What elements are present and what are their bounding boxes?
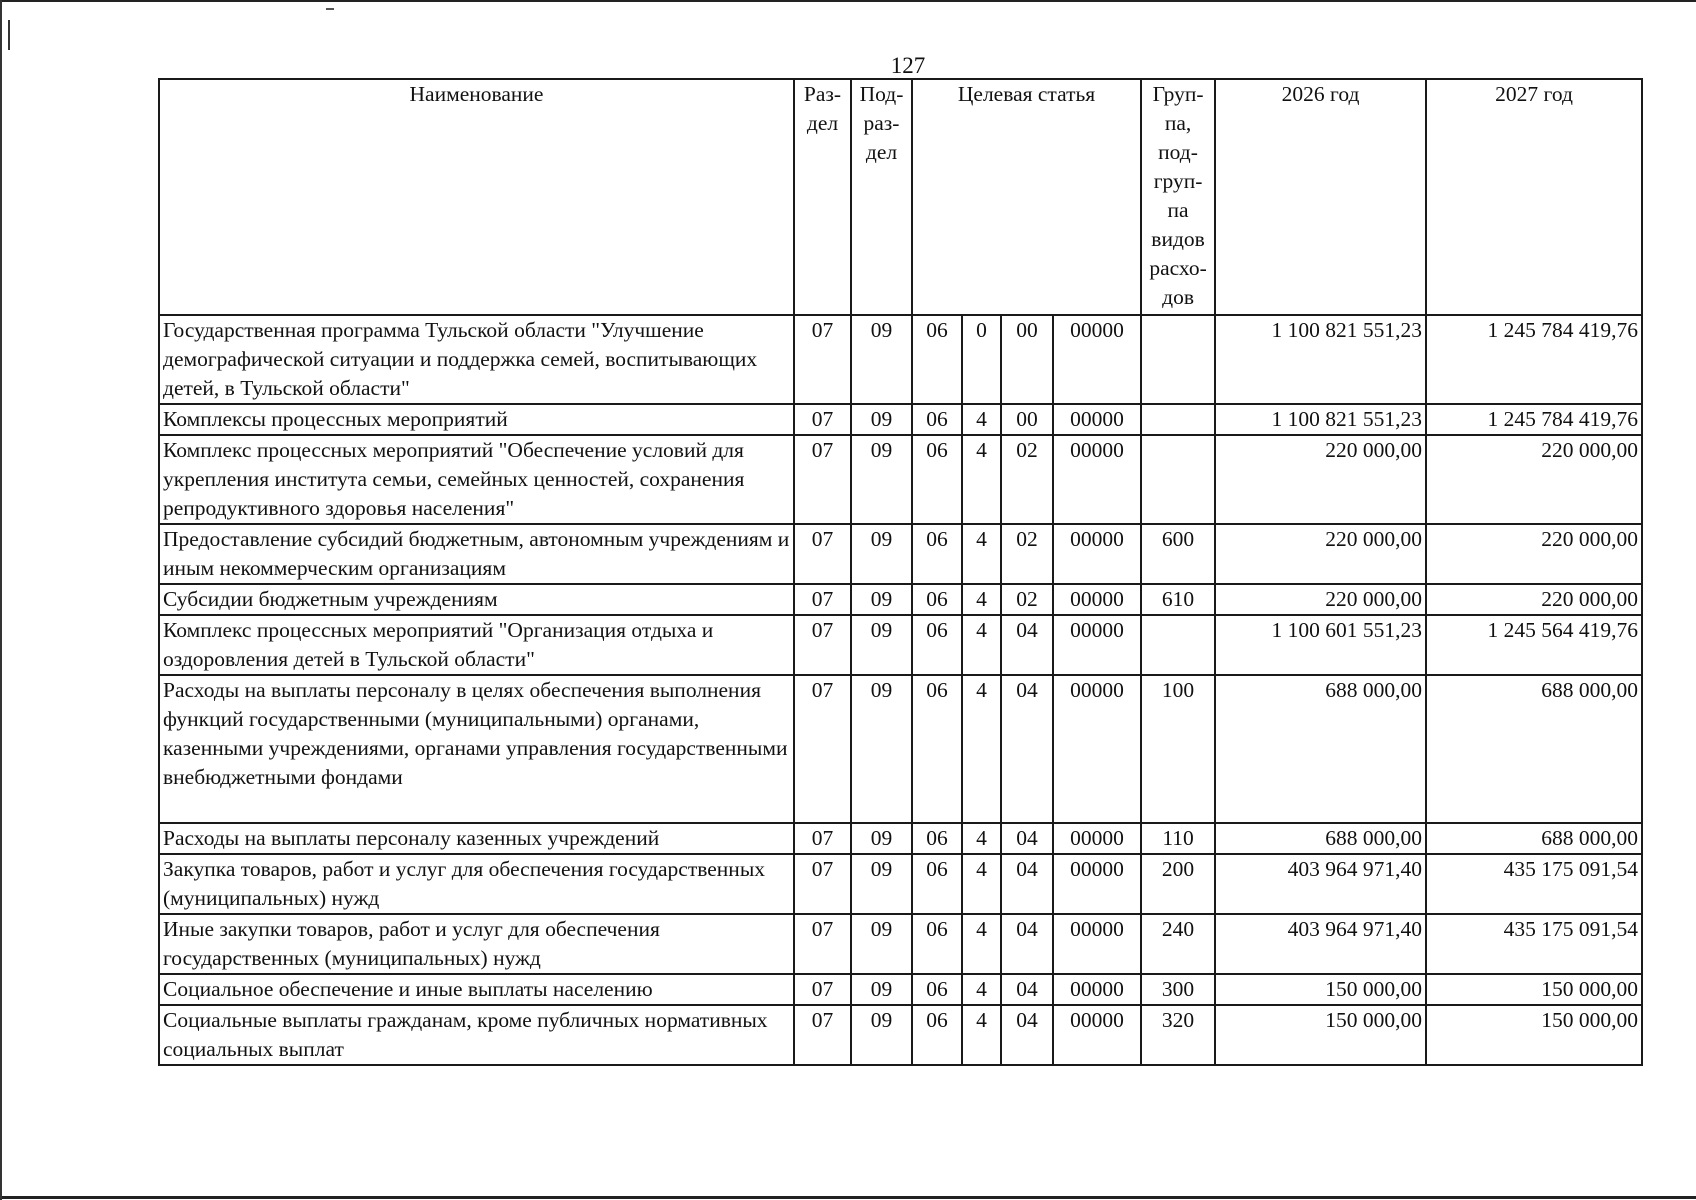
row-target-3: 04 bbox=[1001, 854, 1053, 914]
row-name: Комплекс процессных мероприятий "Обеспечение условий для укрепления института семьи, семейных ценностей, сохранения репродуктивного здоровья населения" bbox=[159, 435, 794, 524]
row-amount-2027: 150 000,00 bbox=[1426, 974, 1642, 1005]
row-target-4: 00000 bbox=[1053, 823, 1141, 854]
row-target-3: 02 bbox=[1001, 435, 1053, 524]
row-podrazdel: 09 bbox=[851, 823, 912, 854]
row-name: Предоставление субсидий бюджетным, автономным учреждениям и иным некоммерческим организациям bbox=[159, 524, 794, 584]
row-razdel: 07 bbox=[794, 315, 851, 404]
row-target-3: 00 bbox=[1001, 315, 1053, 404]
row-podrazdel: 09 bbox=[851, 1005, 912, 1065]
row-expense-group bbox=[1141, 435, 1215, 524]
row-target-1: 06 bbox=[912, 435, 962, 524]
row-amount-2027: 1 245 784 419,76 bbox=[1426, 404, 1642, 435]
row-amount-2026: 150 000,00 bbox=[1215, 974, 1426, 1005]
table-row bbox=[159, 914, 1642, 974]
row-target-4: 00000 bbox=[1053, 584, 1141, 615]
row-target-2: 4 bbox=[962, 615, 1001, 675]
row-name: Расходы на выплаты персоналу в целях обеспечения выполнения функций государственными (муниципальными) органами, казенными учреждениями, органами управления государственными внебюджетными фондами bbox=[159, 675, 794, 823]
row-podrazdel: 09 bbox=[851, 854, 912, 914]
row-target-3: 04 bbox=[1001, 914, 1053, 974]
row-amount-2027: 435 175 091,54 bbox=[1426, 854, 1642, 914]
row-target-3: 04 bbox=[1001, 1005, 1053, 1065]
row-amount-2027: 220 000,00 bbox=[1426, 435, 1642, 524]
row-expense-group bbox=[1141, 615, 1215, 675]
header-year-2026: 2026 год bbox=[1215, 79, 1426, 315]
row-expense-group: 100 bbox=[1141, 675, 1215, 823]
row-amount-2026: 1 100 821 551,23 bbox=[1215, 404, 1426, 435]
row-name: Государственная программа Тульской области "Улучшение демографической ситуации и поддержка семей, воспитывающих детей, в Тульской области" bbox=[159, 315, 794, 404]
row-amount-2026: 688 000,00 bbox=[1215, 823, 1426, 854]
row-razdel: 07 bbox=[794, 854, 851, 914]
row-expense-group: 240 bbox=[1141, 914, 1215, 974]
row-podrazdel: 09 bbox=[851, 315, 912, 404]
row-amount-2026: 403 964 971,40 bbox=[1215, 854, 1426, 914]
row-target-2: 4 bbox=[962, 524, 1001, 584]
row-expense-group bbox=[1141, 404, 1215, 435]
row-target-3: 04 bbox=[1001, 615, 1053, 675]
row-name: Комплекс процессных мероприятий "Организация отдыха и оздоровления детей в Тульской области" bbox=[159, 615, 794, 675]
row-podrazdel: 09 bbox=[851, 615, 912, 675]
table-row bbox=[159, 974, 1642, 1005]
table-row bbox=[159, 615, 1642, 675]
row-target-3: 02 bbox=[1001, 584, 1053, 615]
row-name: Субсидии бюджетным учреждениям bbox=[159, 584, 794, 615]
row-expense-group: 300 bbox=[1141, 974, 1215, 1005]
header-year-2027: 2027 год bbox=[1426, 79, 1642, 315]
table-header-row bbox=[159, 79, 1642, 315]
page-number: 127 bbox=[890, 53, 926, 78]
row-target-2: 4 bbox=[962, 914, 1001, 974]
header-razdel: Раз-дел bbox=[794, 79, 851, 315]
row-target-3: 02 bbox=[1001, 524, 1053, 584]
row-razdel: 07 bbox=[794, 1005, 851, 1065]
row-amount-2026: 150 000,00 bbox=[1215, 1005, 1426, 1065]
row-target-1: 06 bbox=[912, 315, 962, 404]
row-target-2: 4 bbox=[962, 823, 1001, 854]
row-expense-group bbox=[1141, 315, 1215, 404]
row-expense-group: 610 bbox=[1141, 584, 1215, 615]
row-amount-2026: 220 000,00 bbox=[1215, 524, 1426, 584]
row-target-1: 06 bbox=[912, 914, 962, 974]
row-razdel: 07 bbox=[794, 584, 851, 615]
scan-edge-bottom bbox=[0, 1196, 1696, 1199]
row-podrazdel: 09 bbox=[851, 914, 912, 974]
row-podrazdel: 09 bbox=[851, 404, 912, 435]
row-amount-2026: 1 100 821 551,23 bbox=[1215, 315, 1426, 404]
scan-edge-left bbox=[0, 0, 2, 1200]
row-target-2: 4 bbox=[962, 584, 1001, 615]
row-amount-2026: 403 964 971,40 bbox=[1215, 914, 1426, 974]
row-target-1: 06 bbox=[912, 524, 962, 584]
row-amount-2027: 220 000,00 bbox=[1426, 524, 1642, 584]
row-razdel: 07 bbox=[794, 435, 851, 524]
row-target-4: 00000 bbox=[1053, 974, 1141, 1005]
table-row bbox=[159, 435, 1642, 524]
table-row bbox=[159, 854, 1642, 914]
row-target-4: 00000 bbox=[1053, 914, 1141, 974]
row-razdel: 07 bbox=[794, 974, 851, 1005]
scan-mark bbox=[326, 8, 334, 10]
row-target-3: 04 bbox=[1001, 675, 1053, 823]
row-podrazdel: 09 bbox=[851, 675, 912, 823]
row-target-1: 06 bbox=[912, 1005, 962, 1065]
row-target-1: 06 bbox=[912, 615, 962, 675]
header-target-article: Целевая статья bbox=[912, 79, 1141, 315]
row-target-2: 4 bbox=[962, 974, 1001, 1005]
row-target-3: 04 bbox=[1001, 823, 1053, 854]
scan-edge-top bbox=[0, 0, 1696, 2]
row-razdel: 07 bbox=[794, 615, 851, 675]
row-amount-2026: 688 000,00 bbox=[1215, 675, 1426, 823]
row-target-4: 00000 bbox=[1053, 854, 1141, 914]
row-target-4: 00000 bbox=[1053, 524, 1141, 584]
row-target-1: 06 bbox=[912, 584, 962, 615]
row-target-2: 4 bbox=[962, 675, 1001, 823]
row-razdel: 07 bbox=[794, 404, 851, 435]
row-amount-2026: 220 000,00 bbox=[1215, 435, 1426, 524]
row-amount-2027: 435 175 091,54 bbox=[1426, 914, 1642, 974]
table-row bbox=[159, 1005, 1642, 1065]
row-razdel: 07 bbox=[794, 823, 851, 854]
row-target-1: 06 bbox=[912, 675, 962, 823]
row-name: Социальные выплаты гражданам, кроме публичных нормативных социальных выплат bbox=[159, 1005, 794, 1065]
budget-table bbox=[158, 78, 1643, 1066]
row-target-3: 04 bbox=[1001, 974, 1053, 1005]
row-target-2: 4 bbox=[962, 854, 1001, 914]
row-target-4: 00000 bbox=[1053, 1005, 1141, 1065]
row-podrazdel: 09 bbox=[851, 974, 912, 1005]
table-row bbox=[159, 315, 1642, 404]
row-podrazdel: 09 bbox=[851, 584, 912, 615]
row-razdel: 07 bbox=[794, 675, 851, 823]
row-expense-group: 320 bbox=[1141, 1005, 1215, 1065]
row-amount-2027: 1 245 784 419,76 bbox=[1426, 315, 1642, 404]
row-target-4: 00000 bbox=[1053, 615, 1141, 675]
row-razdel: 07 bbox=[794, 914, 851, 974]
row-target-2: 4 bbox=[962, 404, 1001, 435]
row-podrazdel: 09 bbox=[851, 435, 912, 524]
row-target-4: 00000 bbox=[1053, 404, 1141, 435]
header-name: Наименование bbox=[159, 79, 794, 315]
row-name: Закупка товаров, работ и услуг для обеспечения государственных (муниципальных) нужд bbox=[159, 854, 794, 914]
row-amount-2026: 220 000,00 bbox=[1215, 584, 1426, 615]
row-amount-2027: 688 000,00 bbox=[1426, 823, 1642, 854]
row-target-1: 06 bbox=[912, 974, 962, 1005]
row-target-4: 00000 bbox=[1053, 675, 1141, 823]
table-row bbox=[159, 404, 1642, 435]
header-podrazdel: Под-раз-дел bbox=[851, 79, 912, 315]
row-name: Расходы на выплаты персоналу казенных учреждений bbox=[159, 823, 794, 854]
row-name: Комплексы процессных мероприятий bbox=[159, 404, 794, 435]
table-row bbox=[159, 823, 1642, 854]
row-target-1: 06 bbox=[912, 823, 962, 854]
row-amount-2027: 688 000,00 bbox=[1426, 675, 1642, 823]
row-target-2: 0 bbox=[962, 315, 1001, 404]
row-amount-2027: 150 000,00 bbox=[1426, 1005, 1642, 1065]
header-expense-group: Груп-па, под-груп-па видов расхо-дов bbox=[1141, 79, 1215, 315]
row-name: Иные закупки товаров, работ и услуг для обеспечения государственных (муниципальных) нужд bbox=[159, 914, 794, 974]
row-amount-2027: 1 245 564 419,76 bbox=[1426, 615, 1642, 675]
row-amount-2027: 220 000,00 bbox=[1426, 584, 1642, 615]
row-target-4: 00000 bbox=[1053, 435, 1141, 524]
row-target-2: 4 bbox=[962, 435, 1001, 524]
row-target-2: 4 bbox=[962, 1005, 1001, 1065]
row-amount-2026: 1 100 601 551,23 bbox=[1215, 615, 1426, 675]
row-expense-group: 200 bbox=[1141, 854, 1215, 914]
row-target-4: 00000 bbox=[1053, 315, 1141, 404]
row-expense-group: 110 bbox=[1141, 823, 1215, 854]
row-expense-group: 600 bbox=[1141, 524, 1215, 584]
table-row bbox=[159, 675, 1642, 823]
table-row bbox=[159, 584, 1642, 615]
scan-mark bbox=[8, 20, 10, 50]
row-name: Социальное обеспечение и иные выплаты населению bbox=[159, 974, 794, 1005]
row-target-1: 06 bbox=[912, 854, 962, 914]
row-podrazdel: 09 bbox=[851, 524, 912, 584]
row-target-3: 00 bbox=[1001, 404, 1053, 435]
row-razdel: 07 bbox=[794, 524, 851, 584]
row-target-1: 06 bbox=[912, 404, 962, 435]
table-row bbox=[159, 524, 1642, 584]
